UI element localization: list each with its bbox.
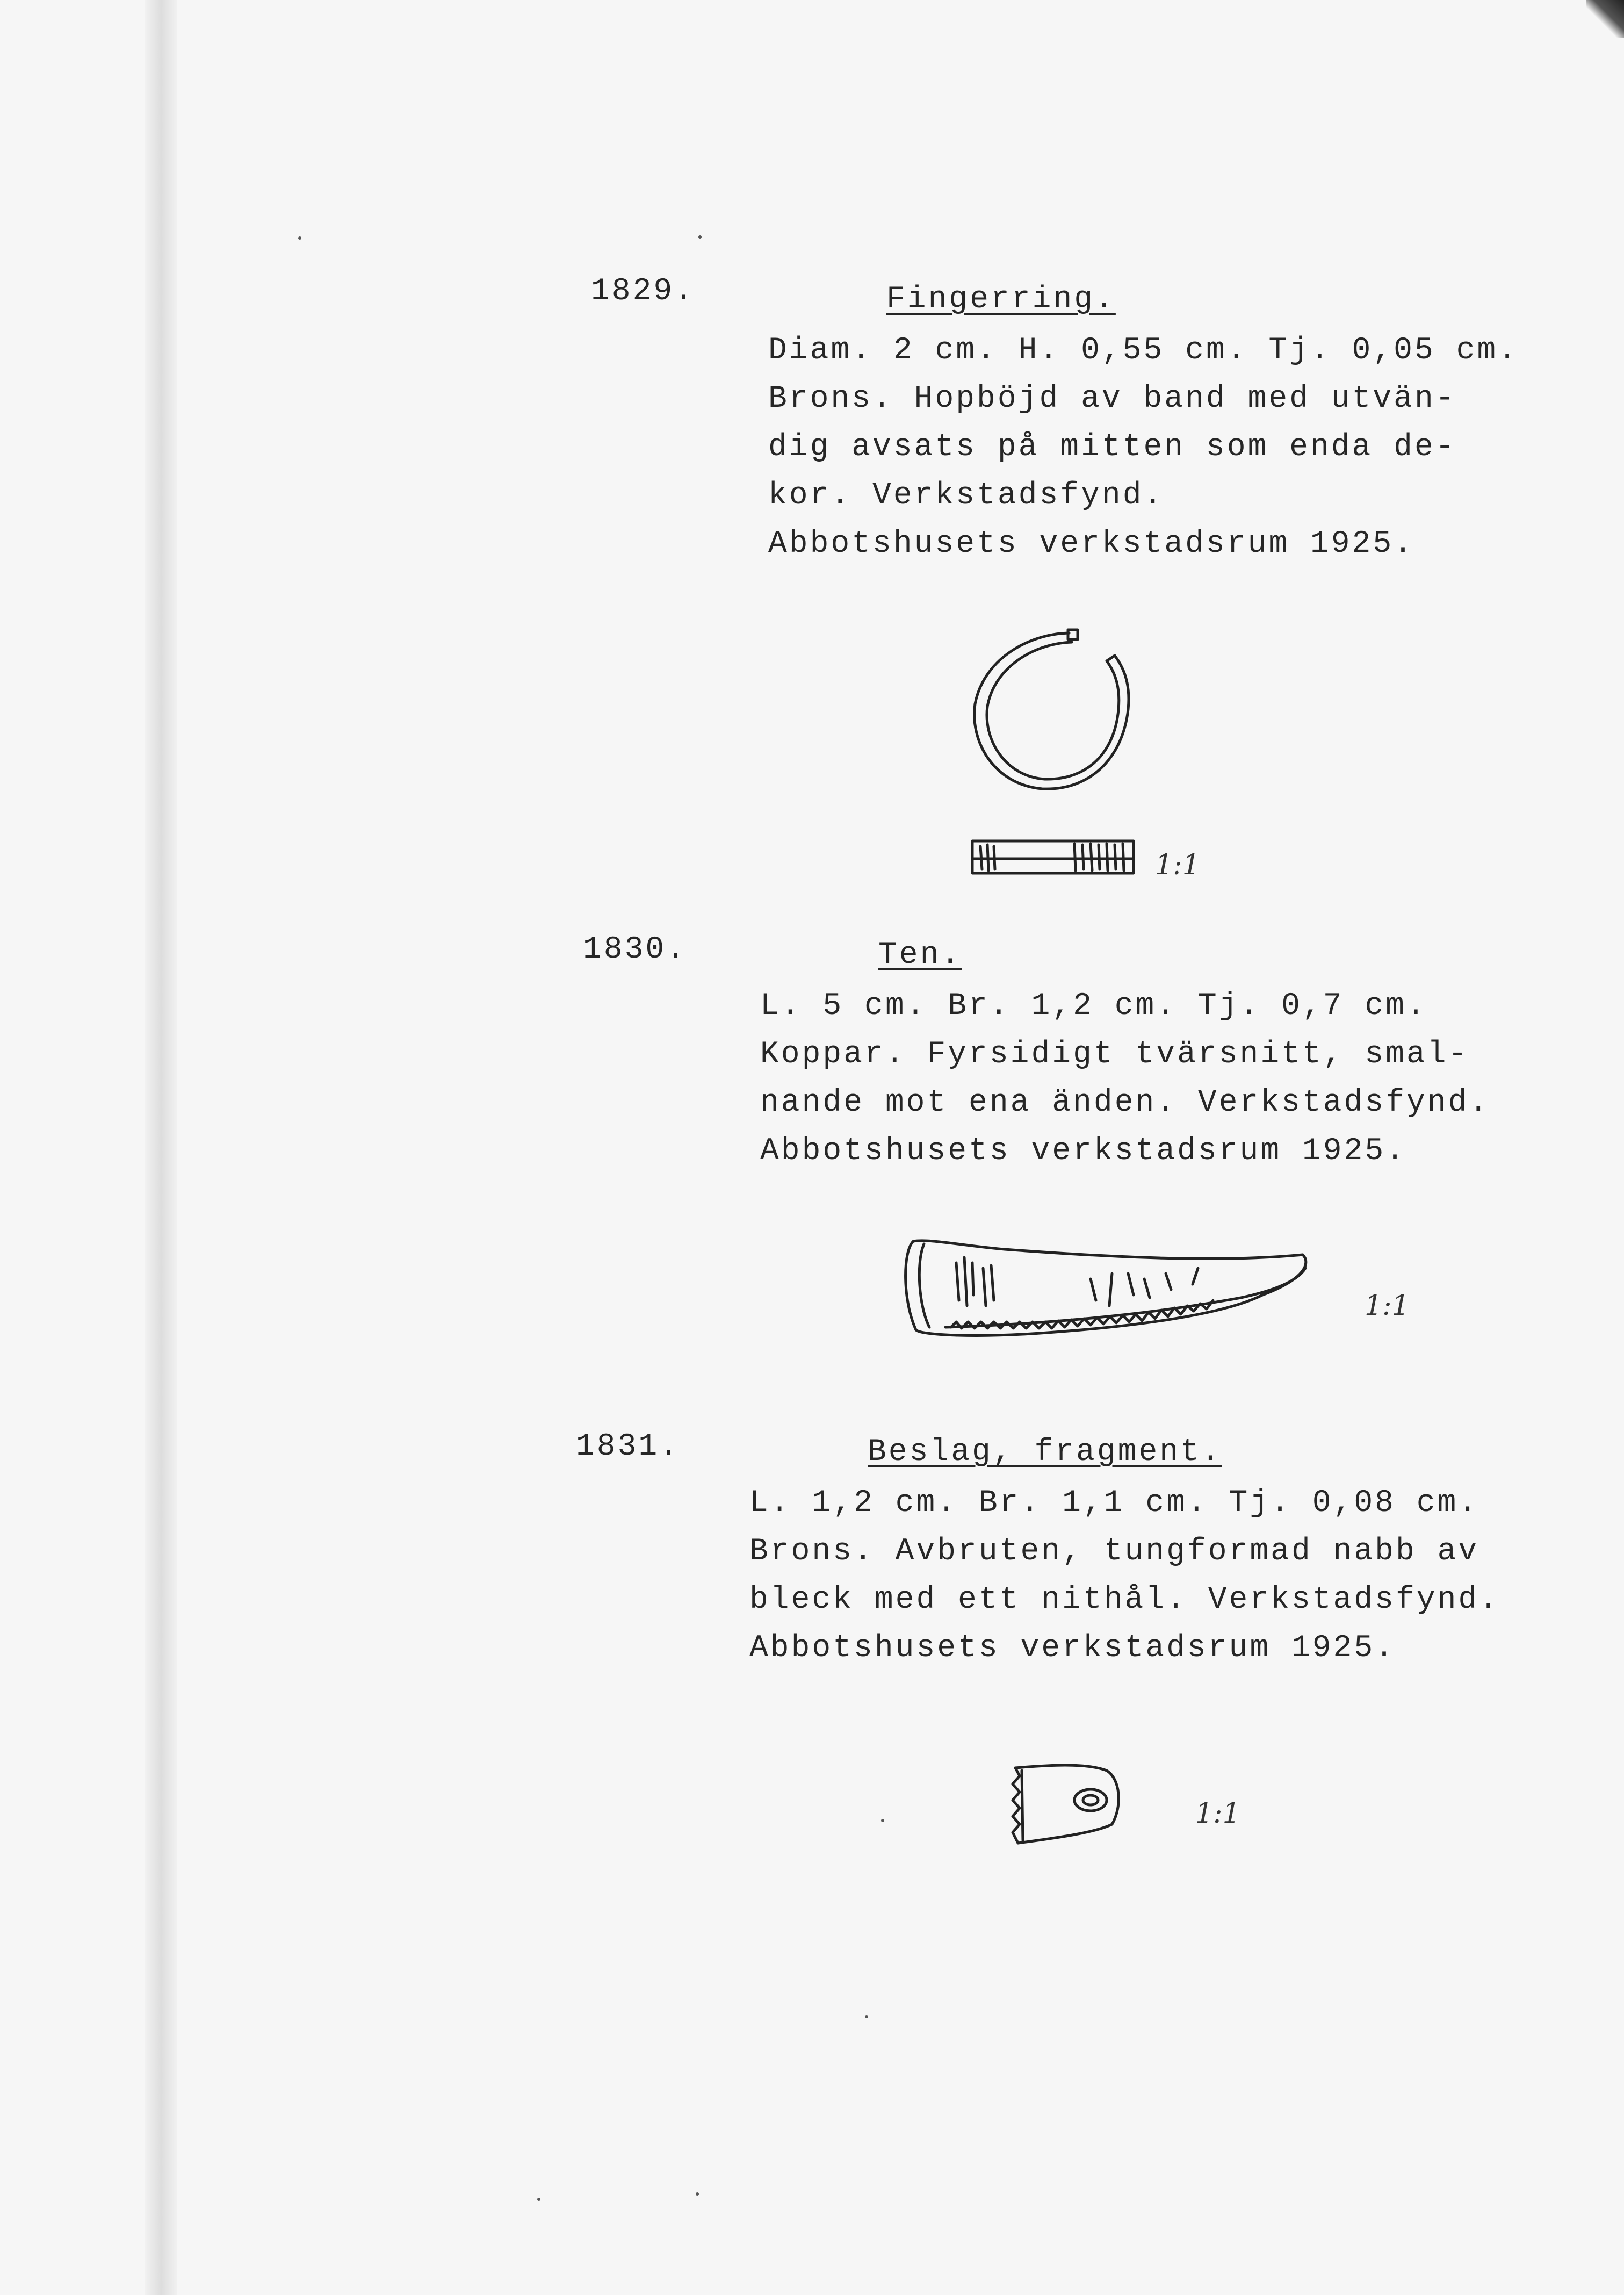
entry-text-line: L. 5 cm. Br. 1,2 cm. Tj. 0,7 cm. <box>760 989 1427 1024</box>
entry-text-line: kor. Verkstadsfynd. <box>768 478 1165 513</box>
binding-shadow <box>145 0 177 2295</box>
scan-speck <box>298 236 301 240</box>
entry-title: Ten. <box>878 938 962 973</box>
entry-text-line: nande mot ena änden. Verkstadsfynd. <box>760 1085 1490 1120</box>
entry-text-line: Abbotshusets verkstadsrum 1925. <box>768 527 1414 562</box>
entry-text-line: Diam. 2 cm. H. 0,55 cm. Tj. 0,05 cm. <box>768 333 1519 368</box>
fitting-fragment-drawing <box>1005 1757 1128 1854</box>
scan-speck <box>537 2198 540 2201</box>
scale-label: 1:1 <box>1195 1797 1240 1830</box>
scan-speck <box>696 2192 699 2196</box>
entry-text-line: Brons. Avbruten, tungformad nabb av <box>749 1534 1479 1569</box>
entry-title: Beslag, fragment. <box>868 1435 1222 1470</box>
scan-speck <box>698 235 702 239</box>
entry-number: 1830. <box>583 932 688 967</box>
ten-drawing <box>897 1231 1316 1349</box>
entry-text-line: Brons. Hopböjd av band med utvän- <box>768 382 1456 416</box>
entry-text-line: Abbotshusets verkstadsrum 1925. <box>760 1134 1406 1169</box>
scale-label: 1:1 <box>1365 1290 1410 1322</box>
entry-text-line: dig avsats på mitten som enda de- <box>768 430 1456 465</box>
scan-corner-mark <box>1586 0 1624 38</box>
entry-number: 1831. <box>576 1429 681 1464</box>
ring-profile-drawing <box>967 833 1139 881</box>
entry-text-line: Abbotshusets verkstadsrum 1925. <box>749 1631 1396 1666</box>
scale-label: 1:1 <box>1155 849 1200 881</box>
entry-text-line: L. 1,2 cm. Br. 1,1 cm. Tj. 0,08 cm. <box>749 1486 1479 1521</box>
scan-speck <box>865 2015 868 2018</box>
entry-text-line: bleck med ett nithål. Verkstadsfynd. <box>749 1582 1500 1617</box>
entry-title: Fingerring. <box>886 282 1116 317</box>
scan-speck <box>881 1819 884 1822</box>
ring-drawing <box>962 623 1144 801</box>
entry-number: 1829. <box>591 274 696 309</box>
entry-text-line: Koppar. Fyrsidigt tvärsnitt, smal- <box>760 1037 1469 1072</box>
